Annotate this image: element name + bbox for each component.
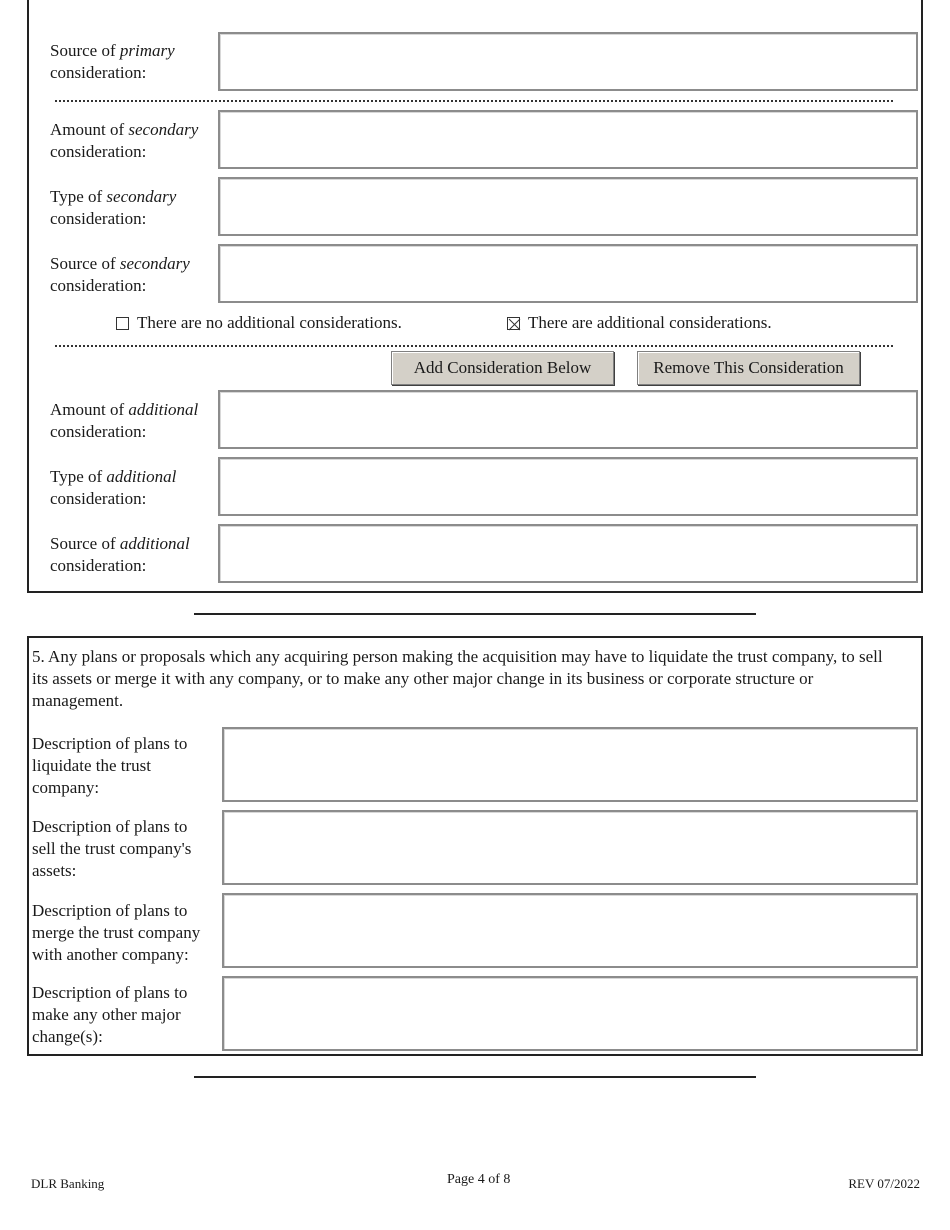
additional-checkbox[interactable] xyxy=(507,317,520,330)
section-separator xyxy=(194,613,756,615)
sell-label: Description of plans to sell the trust company's assets: xyxy=(32,817,192,880)
additional-amount-field[interactable] xyxy=(218,390,918,449)
additional-source-field[interactable] xyxy=(218,524,918,583)
divider xyxy=(55,100,893,102)
additional-source-label: Source of additional consideration: xyxy=(50,534,190,575)
revision-date: REV 07/2022 xyxy=(848,1176,920,1191)
secondary-source-label: Source of secondary consideration: xyxy=(50,254,190,295)
section5-intro: 5. Any plans or proposals which any acquiring person making the acquisition may have to liquidate the trust company, to sell its assets or merge it with any company, or to make any other major change in its business or corporate structure or management. xyxy=(32,647,883,710)
secondary-type-field[interactable] xyxy=(218,177,918,236)
section-separator xyxy=(194,1076,756,1078)
additional-type-field[interactable] xyxy=(218,457,918,516)
no-additional-option[interactable] xyxy=(116,313,402,333)
add-consideration-button[interactable]: Add Consideration Below xyxy=(391,351,614,385)
additional-type-label: Type of additional consideration: xyxy=(50,467,177,508)
footer-org: DLR Banking xyxy=(31,1176,105,1191)
remove-consideration-button[interactable]: Remove This Consideration xyxy=(637,351,860,385)
secondary-source-field[interactable] xyxy=(218,244,918,303)
no-additional-label: There are no additional considerations. xyxy=(137,313,402,332)
check-x-icon xyxy=(508,318,521,331)
merge-plans-field[interactable] xyxy=(222,893,918,968)
primary-source-label: Source of primary consideration: xyxy=(50,41,175,82)
secondary-type-label: Type of secondary consideration: xyxy=(50,187,177,228)
no-additional-checkbox[interactable] xyxy=(116,317,129,330)
additional-option[interactable] xyxy=(507,313,772,333)
divider xyxy=(55,345,893,347)
page-number: Page 4 of 8 xyxy=(447,1172,511,1187)
secondary-amount-label: Amount of secondary consideration: xyxy=(50,120,199,161)
merge-label: Description of plans to merge the trust company with another company: xyxy=(32,901,201,964)
other-change-plans-field[interactable] xyxy=(222,976,918,1051)
secondary-amount-field[interactable] xyxy=(218,110,918,169)
sell-assets-plans-field[interactable] xyxy=(222,810,918,885)
additional-label: There are additional considerations. xyxy=(528,313,772,332)
liquidate-plans-field[interactable] xyxy=(222,727,918,802)
other-change-label: Description of plans to make any other major change(s): xyxy=(32,983,188,1046)
additional-amount-label: Amount of additional consideration: xyxy=(50,400,199,441)
liquidate-label: Description of plans to liquidate the trust company: xyxy=(32,734,188,797)
primary-source-field[interactable] xyxy=(218,32,918,91)
